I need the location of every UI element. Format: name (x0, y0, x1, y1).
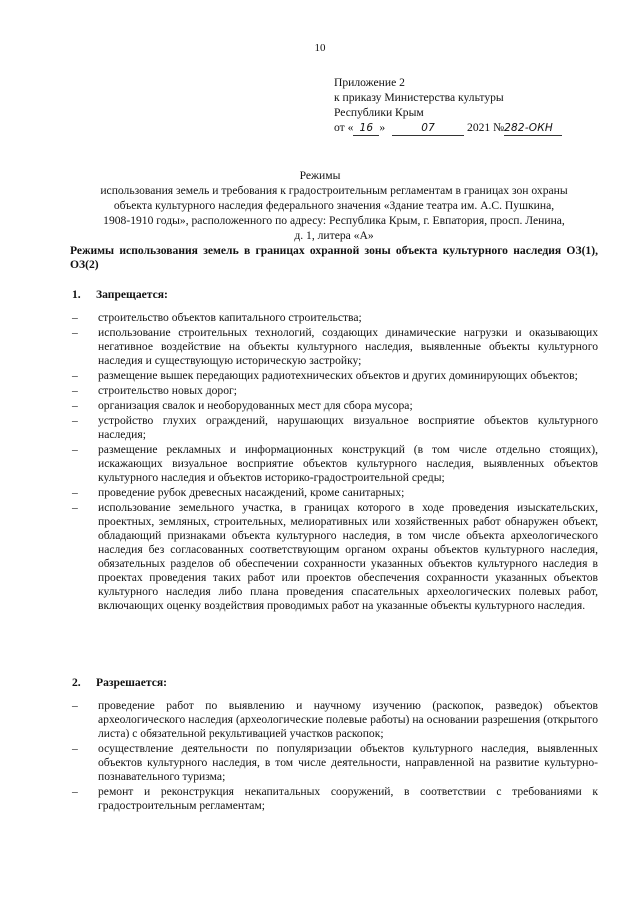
list-item: – использование земельного участка, в границах которого в ходе проведения изыскательских, проектных, земляных, строительных, мелиоративных или хозяйственных работ обнаружен объект, обладающий признаками объекта культурного наследия, в том числе объекта археологического наследия без согласованных соответствующим органом охраны объектов культурного наследия, обязательных разделов об обеспечении сохранности указанных объектов культурного наследия в проектах проведения таких работ или проектов обеспечения сохранности указанных объектов культурного наследия либо плана проведения спасательных археологических полевых работ, включающих оценку воздействия проводимых работ на указанные объекты культурного наследия. (72, 501, 598, 612)
subtitle-line: объекта культурного наследия федерального значения «Здание театра им. А.С. Пушкина, (113, 199, 555, 212)
list-item: – использование строительных технологий, создающих динамические нагрузки и оказывающих негативное воздействие на объекты культурного наследия, выявленные объекты культурного наследия и существующую историческую застройку; (72, 326, 598, 367)
list-item: – организация свалок и необорудованных мест для сбора мусора; (72, 399, 413, 412)
date-day: 16 (353, 121, 379, 136)
date-mid: » (379, 121, 386, 134)
prohibited-list (70, 311, 598, 614)
document-title: Режимы (299, 169, 341, 182)
subtitle-line: д. 1, литера «А» (294, 229, 374, 242)
list-item: – ремонт и реконструкция некапитальных сооружений, в соответствии с требованиями к градостроительным регламентам; (72, 785, 598, 812)
list-item: – размещение рекламных и информационных конструкций (в том числе отдельно стоящих), искажающих визуальное восприятие объектов культурного наследия, выявленных объектов культурного наследия и объектов историко-градостроительной среды; (72, 443, 598, 484)
dash-marker: – (72, 699, 78, 712)
date-year: 2021 № (467, 121, 505, 134)
dash-marker: – (72, 369, 78, 382)
date-prefix: от « (334, 121, 354, 134)
list-item: – размещение вышек передающих радиотехнических объектов и других доминирующих объектов; (72, 369, 578, 382)
list-item: – строительство новых дорог; (72, 384, 237, 397)
dash-marker: – (72, 742, 78, 755)
dash-marker: – (72, 326, 78, 339)
dash-marker: – (72, 399, 78, 412)
section-2-number: 2. (72, 676, 81, 689)
allowed-list (70, 699, 598, 814)
appendix-line-1: Приложение 2 (334, 76, 405, 89)
order-number: 282-ОКН (504, 121, 562, 136)
dash-marker: – (72, 414, 78, 427)
dash-marker: – (72, 785, 78, 798)
dash-marker: – (72, 443, 78, 456)
document-subtitle (66, 184, 602, 244)
list-item: – проведение рубок древесных насаждений, кроме санитарных; (72, 486, 405, 499)
dash-marker: – (72, 486, 78, 499)
subtitle-line: 1908-1910 годы», расположенного по адресу: Республика Крым, г. Евпатория, просп. Ленина, (103, 214, 565, 227)
section-1-number: 1. (72, 288, 81, 301)
subtitle-line: использования земель и требования к градостроительным регламентам в границах зон охраны (100, 184, 568, 197)
appendix-line-3: Республики Крым (334, 106, 424, 119)
appendix-line-2: к приказу Министерства культуры (334, 91, 504, 104)
dash-marker: – (72, 501, 78, 514)
appendix-block (334, 76, 594, 136)
dash-marker: – (72, 384, 78, 397)
list-item: – устройство глухих ограждений, нарушающих визуальное восприятие объектов культурного наследия; (72, 414, 598, 441)
appendix-date-line (334, 121, 594, 136)
page-number: 10 (314, 42, 326, 54)
section-2-heading: Разрешается: (96, 676, 167, 689)
list-item: – проведение работ по выявлению и научному изучению (раскопок, разведок) объектов археологического наследия (археологические полевые работы) на основании разрешения (открытого листа) с обязательной рекультивацией участков раскопок; (72, 699, 598, 740)
section-1-heading: Запрещается: (96, 288, 168, 301)
section-heading: Режимы использования земель в границах охранной зоны объекта культурного наследия ОЗ(1), ОЗ(2) (70, 244, 598, 271)
list-item: – осуществление деятельности по популяризации объектов культурного наследия, выявленных объектов культурного наследия, в том числе деятельности, направленной на развитие культурно-познавательного туризма; (72, 742, 598, 783)
dash-marker: – (72, 311, 78, 324)
list-item: – строительство объектов капитального строительства; (72, 311, 362, 324)
date-month: 07 (392, 121, 464, 136)
